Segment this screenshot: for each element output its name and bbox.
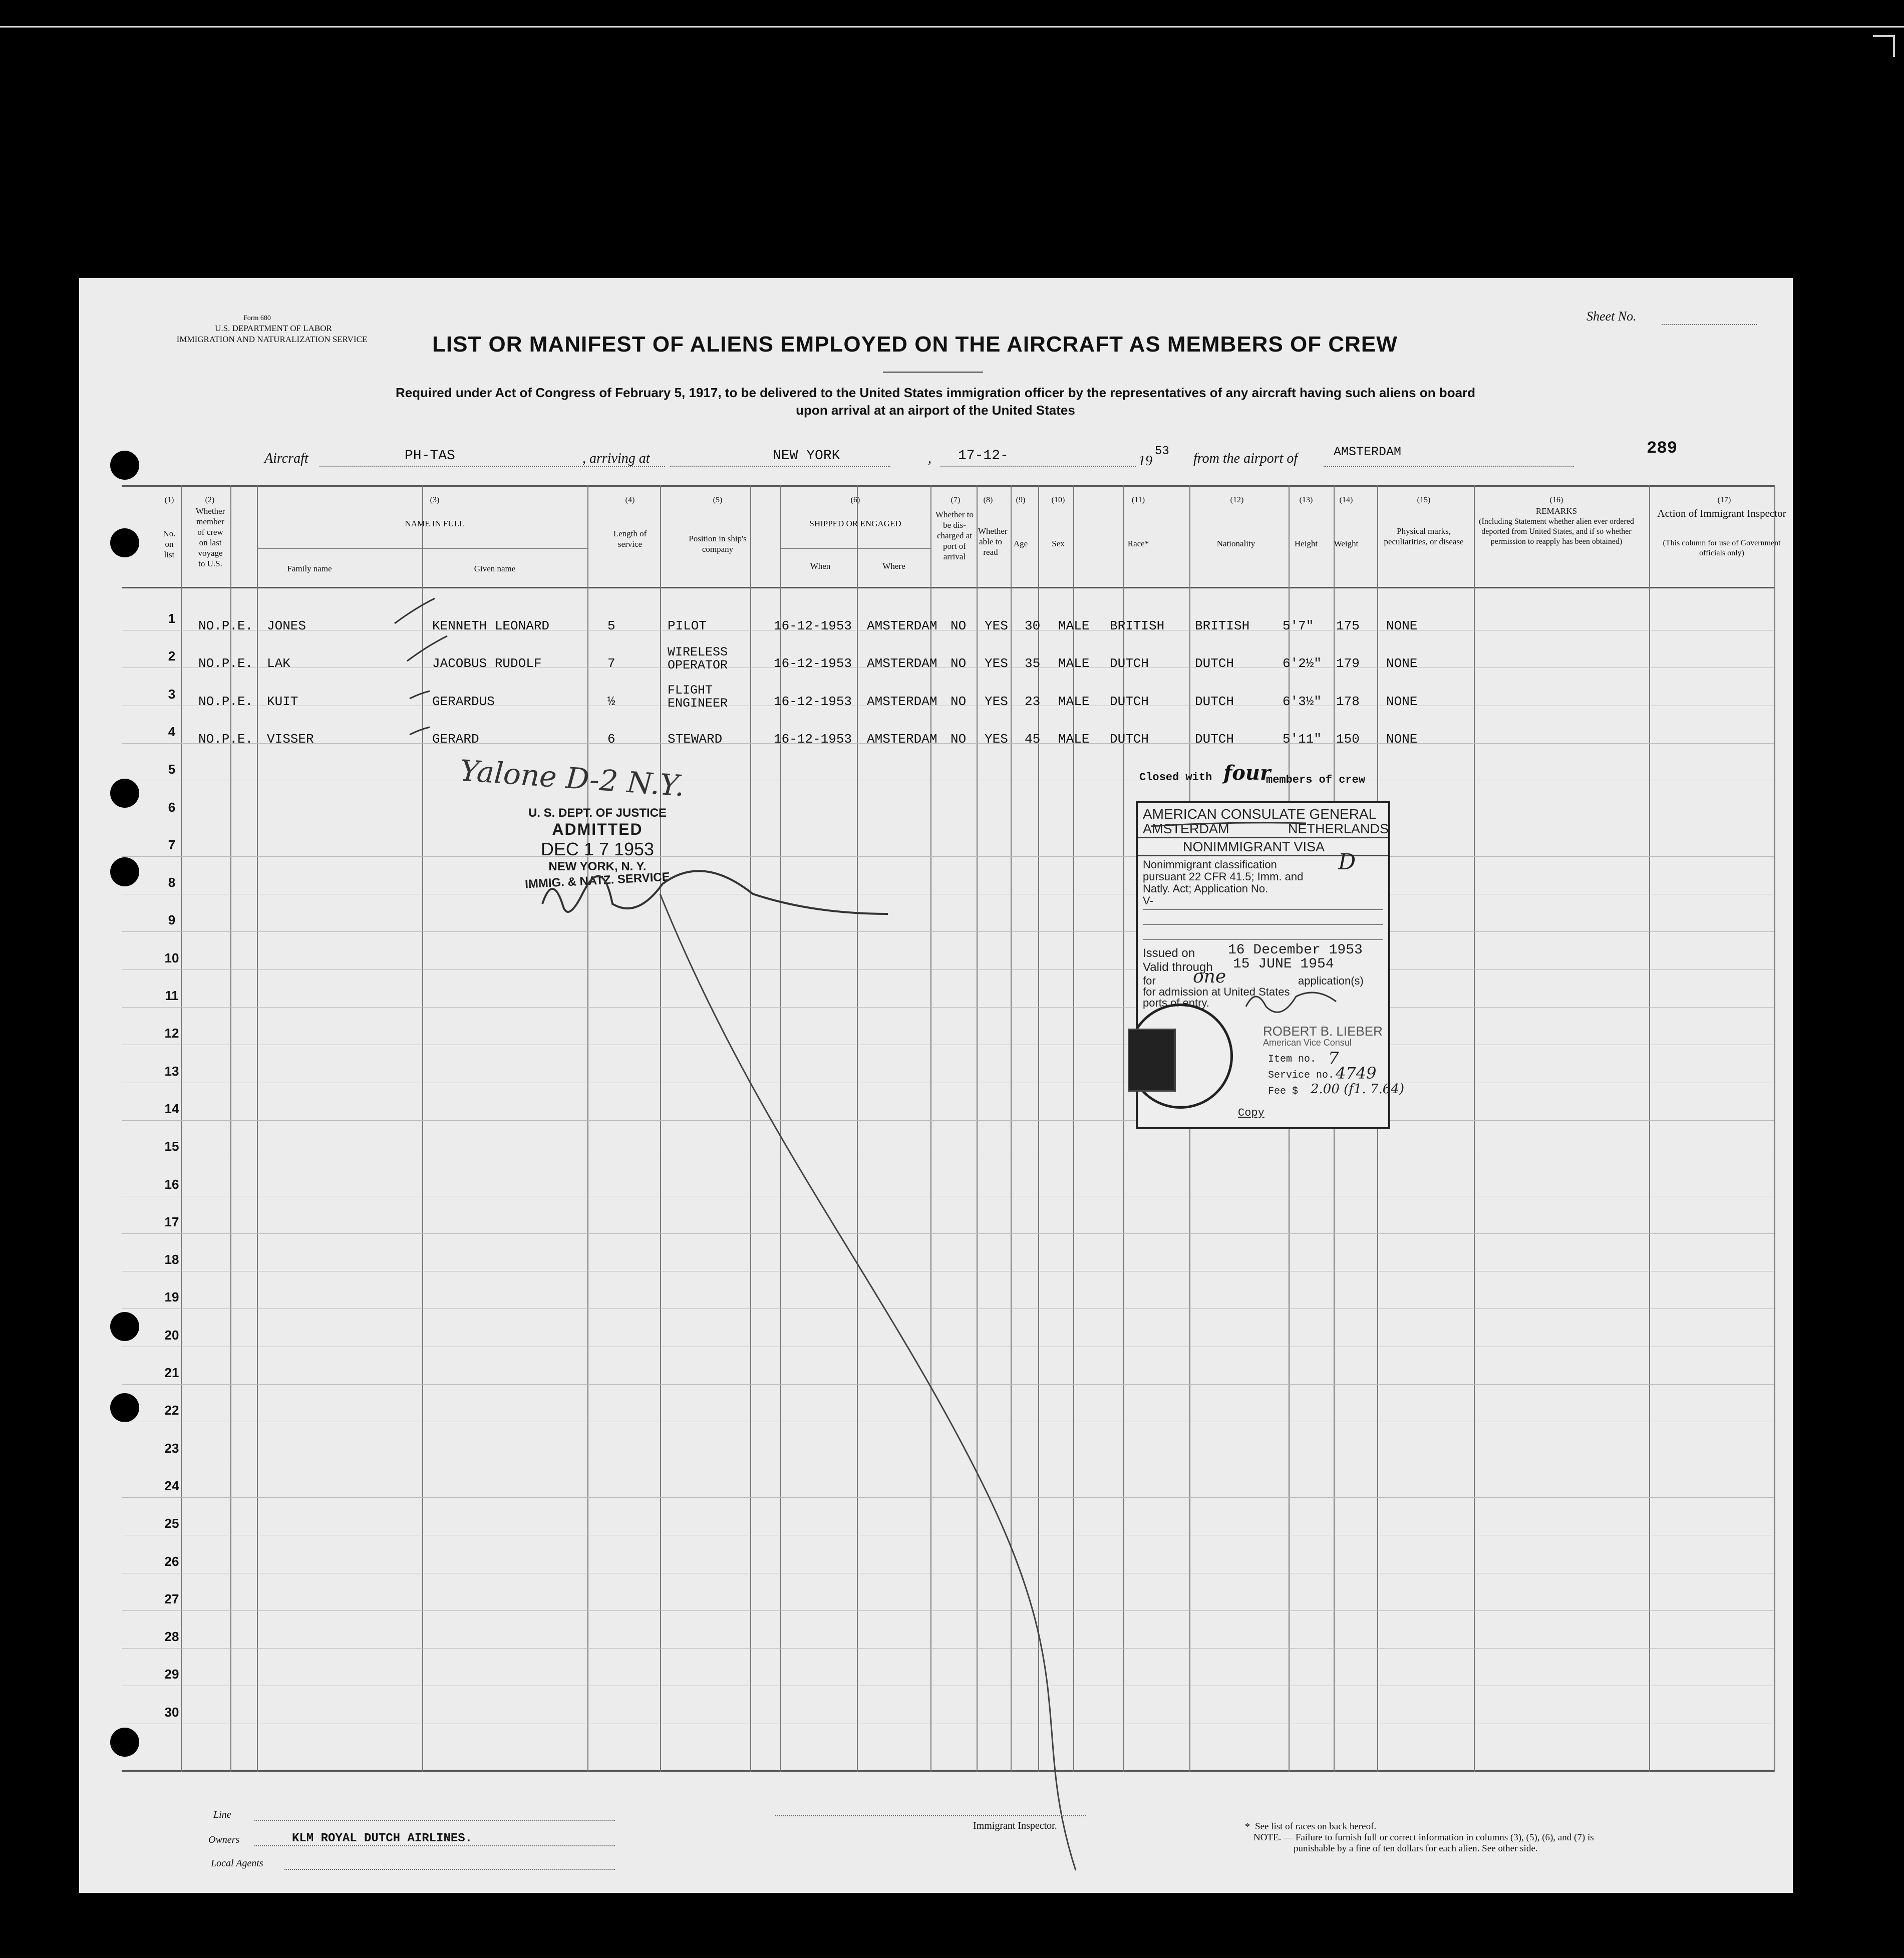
shipped-where: AMSTERDAM — [867, 618, 937, 633]
sex: MALE — [1058, 656, 1090, 672]
col-11-label: Race* — [1127, 539, 1149, 548]
local-agents-label: Local Agents — [211, 1858, 263, 1869]
race: DUTCH — [1110, 694, 1149, 709]
form-number: Form 680 — [243, 314, 271, 322]
col-6-where-label: Where — [882, 561, 905, 571]
row-rule — [122, 1648, 1774, 1649]
punch-hole — [110, 1728, 139, 1757]
row-rule — [122, 969, 1774, 970]
column-rule — [857, 485, 858, 1772]
row-number: 16 — [164, 1176, 179, 1192]
col-11-number: (11) — [1131, 496, 1145, 504]
revenue-stamp — [1128, 1029, 1176, 1092]
col-4-number: (4) — [625, 496, 635, 504]
row-number: 4 — [168, 724, 176, 739]
length-of-service: 5 — [607, 618, 615, 633]
physical-marks: NONE — [1386, 694, 1418, 709]
from-value: AMSTERDAM — [1334, 445, 1402, 459]
column-rule — [1649, 485, 1650, 1772]
col-8-label: Whether able to read — [978, 526, 1008, 557]
given-name: KENNETH LEONARD — [432, 618, 550, 633]
col-16-number: (16) — [1549, 496, 1563, 504]
punch-hole — [110, 1393, 139, 1422]
column-rule — [660, 485, 661, 1772]
column-rule — [257, 485, 258, 1772]
row-number: 14 — [164, 1101, 179, 1116]
visa-item-label: Item no. — [1268, 1054, 1317, 1065]
visa-stamp — [1136, 801, 1405, 1129]
given-name: GERARD — [432, 731, 479, 747]
col-14-number: (14) — [1339, 496, 1353, 504]
row-number: 17 — [164, 1214, 179, 1229]
col-13-number: (13) — [1299, 496, 1313, 504]
row-number: 20 — [164, 1327, 179, 1343]
from-label: from the airport of — [1193, 451, 1298, 466]
col-13-label: Height — [1294, 539, 1318, 548]
race: BRITISH — [1110, 618, 1165, 633]
able-to-read: YES — [985, 694, 1008, 709]
shipped-when: 16-12-1953 — [774, 656, 852, 672]
agents-field-line — [284, 1869, 615, 1870]
col-10-number: (10) — [1051, 496, 1065, 504]
row-rule — [122, 743, 1774, 744]
punch-hole — [110, 1312, 139, 1341]
arriving-comma: , — [928, 451, 931, 466]
shipped-where: AMSTERDAM — [867, 656, 937, 672]
family-name: VISSER — [267, 731, 314, 747]
age: 35 — [1025, 656, 1041, 672]
visa-class-label: Nonimmigrant classification — [1143, 858, 1277, 871]
closed-suffix: members of crew — [1266, 774, 1366, 786]
weight: 175 — [1336, 618, 1360, 633]
col-1-label: No. on list — [163, 529, 176, 559]
col-6-when-label: When — [810, 561, 831, 571]
col-7-label: Whether to be dis- charged at port of arrival — [935, 510, 974, 561]
closed-handwritten-count: four — [1223, 761, 1271, 785]
footnote-note-line-1: NOTE. — Failure to furnish full or correct information in columns (3), (5), (6), and (7) is — [1253, 1832, 1594, 1843]
row-number: 8 — [168, 875, 176, 890]
row-rule — [122, 931, 1774, 932]
row-number: 28 — [164, 1629, 179, 1645]
footnote-races: See list of races on back hereof. — [1255, 1821, 1377, 1832]
column-rule — [977, 485, 978, 1772]
col-12-number: (12) — [1230, 496, 1244, 504]
column-rule — [422, 485, 423, 1772]
col-7-number: (7) — [950, 496, 961, 504]
discharged: NO — [950, 731, 967, 747]
visa-for-value: one — [1193, 966, 1226, 987]
punch-hole — [110, 779, 139, 808]
sheet-field — [1662, 324, 1757, 325]
stamp-service: IMMIG. & NATZ. SERVICE — [524, 870, 671, 891]
given-name: GERARDUS — [432, 694, 495, 709]
line-field-line — [254, 1820, 615, 1821]
weight: 178 — [1336, 694, 1360, 709]
able-to-read: YES — [985, 656, 1008, 672]
physical-marks: NONE — [1386, 731, 1418, 747]
given-name: JACOBUS RUDOLF — [432, 656, 542, 672]
able-to-read: YES — [985, 618, 1008, 633]
visa-country: NETHERLANDS — [1288, 821, 1389, 836]
row-rule — [122, 856, 1774, 857]
visa-issued-value: 16 December 1953 — [1228, 942, 1363, 958]
length-of-service: 7 — [607, 656, 615, 672]
height: 6'2½" — [1283, 656, 1322, 672]
visa-valid-label: Valid through — [1143, 960, 1213, 974]
col-10-label: Sex — [1052, 539, 1065, 548]
col-6-label: SHIPPED OR ENGAGED — [809, 519, 901, 528]
col-6-number: (6) — [850, 496, 860, 504]
sex: MALE — [1058, 731, 1090, 747]
row-number: 3 — [168, 686, 176, 702]
col-5-label: Position in ship's company — [689, 534, 747, 554]
crew-status: NO.P.E. — [198, 731, 253, 747]
year-suffix: 53 — [1155, 445, 1169, 458]
crew-status: NO.P.E. — [198, 656, 253, 672]
crew-status: NO.P.E. — [198, 618, 253, 633]
admitted-stamp — [507, 806, 688, 891]
arriving-field-line — [670, 466, 890, 467]
header-bottom-rule — [122, 587, 1774, 588]
subtitle-line-1: Required under Act of Congress of February 5, 1917, to be delivered to the United States immigration officer by the representatives of any aircraft having such aliens on board — [395, 385, 1476, 400]
row-rule — [122, 1007, 1774, 1008]
table-top-rule — [122, 485, 1774, 487]
row-rule — [122, 1120, 1774, 1121]
column-rule — [230, 485, 231, 1772]
col-17-label: Action of Immigrant Inspector — [1657, 507, 1786, 519]
subtitle-line-2: upon arrival at an airport of the United States — [796, 403, 1075, 418]
position: STEWARD — [668, 731, 723, 747]
owners-field-line — [254, 1845, 615, 1846]
date-field-line — [940, 466, 1136, 467]
col-8-number: (8) — [983, 496, 993, 504]
visa-valid-value: 15 JUNE 1954 — [1233, 956, 1334, 972]
row-number: 11 — [165, 988, 179, 1003]
visa-consul-title: American Vice Consul — [1263, 1038, 1352, 1048]
row-rule — [122, 1610, 1774, 1611]
height: 5'7" — [1283, 618, 1314, 633]
col-16-subtext: (Including Statement whether alien ever ordered deported from United States, and if so whether permission to reapply has been obtained) — [1479, 517, 1634, 546]
column-rule — [750, 485, 751, 1772]
position: WIRELESS OPERATOR — [668, 645, 728, 673]
col-3-given-label: Given name — [474, 564, 516, 573]
visa-rule — [1138, 837, 1388, 838]
shipped-when: 16-12-1953 — [774, 731, 852, 747]
visa-fee-value: 2.00 (f1. 7.64) — [1311, 1082, 1405, 1097]
col-2-label: Whether member of crew on last voyage to U.S. — [195, 506, 225, 568]
table-bottom-rule — [122, 1770, 1774, 1772]
row-number: 12 — [164, 1026, 179, 1041]
row-number: 26 — [164, 1553, 179, 1569]
given-name-tick — [410, 691, 430, 699]
row-rule — [122, 1233, 1774, 1234]
row-number: 21 — [164, 1365, 179, 1380]
stamp-city: NEW YORK, N. Y. — [548, 860, 647, 873]
row-number: 27 — [164, 1591, 179, 1606]
column-rule — [1474, 485, 1475, 1772]
row-number: 23 — [164, 1440, 179, 1456]
from-field-line — [1324, 466, 1574, 467]
footnote-star: * — [1245, 1821, 1250, 1832]
visa-application-label: application(s) — [1298, 974, 1364, 987]
arrival-date: 17-12- — [958, 448, 1009, 464]
column-rule — [1011, 485, 1012, 1772]
header-subrule — [257, 548, 587, 549]
row-number: 7 — [168, 837, 176, 852]
col-16-label: REMARKS — [1535, 506, 1577, 516]
age: 30 — [1025, 618, 1041, 633]
col-9-label: Age — [1013, 539, 1028, 548]
row-number: 29 — [164, 1667, 179, 1682]
row-number: 22 — [164, 1403, 179, 1418]
visa-v-label: V- — [1143, 894, 1153, 907]
col-9-number: (9) — [1016, 496, 1026, 504]
age: 23 — [1025, 694, 1041, 709]
col-1-number: (1) — [164, 496, 174, 504]
col-14-label: Weight — [1334, 539, 1359, 548]
row-number: 5 — [168, 762, 176, 777]
visa-consul-name: ROBERT B. LIEBER — [1263, 1024, 1383, 1039]
row-number: 2 — [168, 648, 176, 664]
agency-line: IMMIGRATION AND NATURALIZATION SERVICE — [176, 335, 368, 344]
col-3-number: (3) — [430, 496, 440, 504]
footnote-note-line-2: punishable by a fine of ten dollars for each alien. See other side. — [1294, 1843, 1538, 1854]
aircraft-value: PH-TAS — [405, 448, 455, 464]
nationality: DUTCH — [1195, 656, 1234, 672]
family-name: JONES — [267, 618, 306, 633]
col-17-number: (17) — [1717, 496, 1731, 504]
row-rule — [122, 1384, 1774, 1385]
visa-service-value: 4749 — [1336, 1064, 1377, 1083]
sex: MALE — [1058, 618, 1090, 633]
aircraft-label: Aircraft — [264, 451, 308, 466]
discharged: NO — [950, 694, 967, 709]
header-subrule — [780, 548, 930, 549]
row-number: 24 — [164, 1478, 179, 1493]
given-name-tick — [395, 598, 435, 623]
crew-status: NO.P.E. — [198, 694, 253, 709]
immigrant-inspector-label: Immigrant Inspector. — [973, 1820, 1057, 1831]
scan-corner-mark — [1873, 35, 1895, 57]
height: 6'3½" — [1283, 694, 1322, 709]
handwritten-note: Yalone D-2 N.Y. — [459, 753, 686, 803]
visa-issued-label: Issued on — [1143, 946, 1195, 960]
owners-value: KLM ROYAL DUTCH AIRLINES. — [292, 1832, 473, 1845]
col-17-subtext: (This column for use of Government officials only) — [1663, 539, 1781, 557]
physical-marks: NONE — [1386, 656, 1418, 672]
nationality: BRITISH — [1195, 618, 1250, 633]
manifest-sheet — [79, 278, 1793, 1893]
row-number: 18 — [164, 1252, 179, 1267]
visa-act: Natly. Act; Application No. — [1143, 882, 1268, 895]
visa-city: AMSTERDAM — [1143, 821, 1229, 836]
stamp-agency: U. S. DEPT. OF JUSTICE — [528, 806, 667, 820]
visa-service-label: Service no. — [1268, 1070, 1335, 1081]
shipped-where: AMSTERDAM — [867, 694, 937, 709]
col-15-label: Physical marks, peculiarities, or disease — [1384, 526, 1464, 546]
col-4-label: Length of service — [613, 529, 647, 549]
physical-marks: NONE — [1386, 618, 1418, 633]
row-number: 19 — [164, 1289, 179, 1305]
col-3-family-label: Family name — [287, 564, 332, 573]
visa-consulate: AMERICAN CONSULATE GENERAL — [1143, 806, 1377, 822]
given-name-tick — [410, 727, 430, 735]
stamp-date: DEC 1 7 1953 — [540, 839, 655, 859]
row-rule — [122, 1497, 1774, 1498]
visa-type: NONIMMIGRANT VISA — [1183, 839, 1325, 854]
column-rule — [587, 485, 588, 1772]
col-12-label: Nationality — [1216, 539, 1255, 548]
weight: 150 — [1336, 731, 1360, 747]
nationality: DUTCH — [1195, 694, 1234, 709]
visa-for-label: for — [1143, 974, 1156, 987]
document-title: LIST OR MANIFEST OF ALIENS EMPLOYED ON THE AIRCRAFT AS MEMBERS OF CREW — [432, 332, 1398, 357]
age: 45 — [1025, 731, 1041, 747]
visa-line — [1143, 909, 1383, 910]
page-number: 289 — [1647, 439, 1678, 458]
discharged: NO — [950, 618, 967, 633]
shipped-where: AMSTERDAM — [867, 731, 937, 747]
column-rule — [1123, 485, 1124, 1772]
col-5-number: (5) — [713, 496, 723, 504]
inspector-field-line — [775, 1815, 1086, 1816]
sheet-label: Sheet No. — [1586, 309, 1637, 323]
row-number: 15 — [164, 1139, 179, 1154]
race: DUTCH — [1110, 656, 1149, 672]
visa-admission: for admission at United States — [1143, 986, 1290, 998]
column-rule — [1073, 485, 1074, 1772]
visa-ports: ports of entry. — [1143, 997, 1209, 1009]
row-number: 6 — [168, 799, 176, 815]
position: FLIGHT ENGINEER — [668, 683, 728, 711]
length-of-service: ½ — [607, 694, 615, 709]
height: 5'11" — [1283, 731, 1322, 747]
visa-fee-label: Fee $ — [1268, 1086, 1299, 1097]
weight: 179 — [1336, 656, 1360, 672]
length-of-service: 6 — [607, 731, 615, 747]
row-number: 30 — [164, 1704, 179, 1720]
visa-pursuant: pursuant 22 CFR 41.5; Imm. and — [1143, 870, 1304, 883]
nationality: DUTCH — [1195, 731, 1234, 747]
scan-top-edge — [0, 26, 1904, 28]
family-name: KUIT — [267, 694, 298, 709]
punch-hole — [110, 451, 139, 480]
punch-hole — [110, 528, 139, 557]
discharged: NO — [950, 656, 967, 672]
stamp-admitted: ADMITTED — [552, 820, 643, 838]
position: PILOT — [668, 618, 707, 633]
row-number: 9 — [168, 912, 176, 928]
column-rule — [930, 485, 931, 1772]
visa-line — [1143, 924, 1383, 925]
family-name: LAK — [267, 656, 290, 672]
able-to-read: YES — [985, 731, 1008, 747]
closed-prefix: Closed with — [1139, 771, 1212, 784]
col-3-label: NAME IN FULL — [405, 519, 465, 528]
col-15-number: (15) — [1417, 496, 1431, 504]
title-rule — [883, 372, 983, 373]
visa-line — [1143, 939, 1383, 940]
column-rule — [1774, 485, 1775, 1772]
arriving-value: NEW YORK — [773, 448, 840, 464]
year-prefix: 19 — [1138, 453, 1152, 469]
row-number: 10 — [164, 950, 179, 965]
column-rule — [1038, 485, 1039, 1772]
visa-class-value: D — [1338, 849, 1356, 875]
shipped-when: 16-12-1953 — [774, 694, 852, 709]
visa-copy-mark: Copy — [1238, 1107, 1264, 1119]
sex: MALE — [1058, 694, 1090, 709]
visa-item-value: 7 — [1328, 1049, 1339, 1069]
col-2-number: (2) — [205, 496, 215, 504]
shipped-when: 16-12-1953 — [774, 618, 852, 633]
punch-hole — [110, 857, 139, 886]
line-label: Line — [213, 1809, 231, 1820]
row-number: 13 — [164, 1063, 179, 1079]
arriving-label: , arriving at — [582, 451, 650, 466]
department-line: U.S. DEPARTMENT OF LABOR — [215, 323, 332, 333]
race: DUTCH — [1110, 731, 1149, 747]
owners-label: Owners — [208, 1834, 240, 1845]
row-number: 25 — [164, 1516, 179, 1531]
column-rule — [780, 485, 781, 1772]
row-number: 1 — [168, 611, 176, 626]
column-rule — [181, 485, 182, 1772]
